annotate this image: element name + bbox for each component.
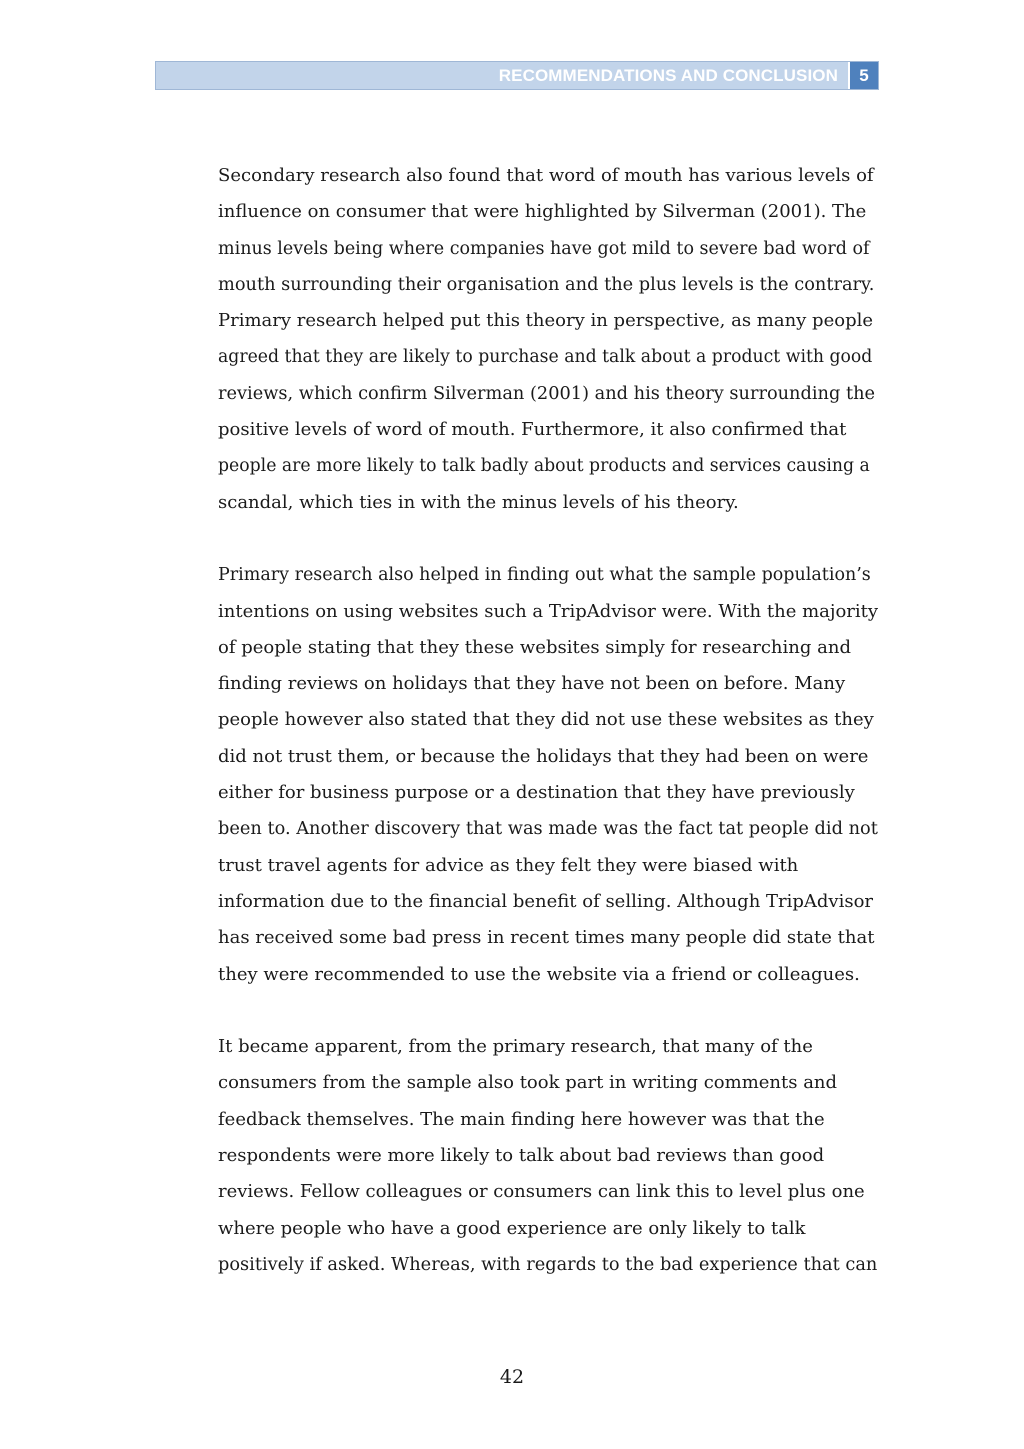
text-line: did not trust them, or because the holidays that they had been on were: [218, 745, 869, 767]
text-line: Primary research helped put this theory in perspective, as many people: [218, 310, 874, 332]
text-line: reviews. Fellow colleagues or consumers can link this to level plus one: [218, 1181, 865, 1203]
text-line: It became apparent, from the primary research, that many of the: [218, 1036, 813, 1058]
text-line: intentions on using websites such a TripAdvisor were. With the majority: [218, 600, 879, 622]
text-line: they were recommended to use the website via a friend or colleagues.: [218, 963, 860, 985]
paragraph-3: [218, 1029, 878, 1283]
text-line: information due to the financial benefit of selling. Although TripAdvisor: [218, 890, 874, 912]
text-line: positive levels of word of mouth. Furthermore, it also confirmed that: [218, 419, 847, 441]
paragraph-2: [218, 557, 878, 993]
text-line: Secondary research also found that word of mouth has various levels of: [218, 165, 874, 186]
page-number: 42: [499, 1366, 525, 1388]
text-line: consumers from the sample also took part in writing comments and: [218, 1072, 838, 1094]
text-line: minus levels being where companies have got mild to severe bad word of: [218, 238, 870, 259]
running-header-title: RECOMMENDATIONS AND CONCLUSION: [498, 65, 838, 85]
text-line: respondents were more likely to talk about bad reviews than good: [218, 1145, 825, 1167]
text-line: been to. Another discovery that was made was the fact tat people did not: [218, 819, 878, 840]
text-line: positively if asked. Whereas, with regards to the bad experience that can: [218, 1254, 878, 1275]
text-line: people however also stated that they did not use these websites as they: [218, 709, 874, 731]
text-line: has received some bad press in recent times many people did state that: [218, 927, 875, 949]
text-line: agreed that they are likely to purchase and talk about a product with good: [218, 347, 873, 368]
text-line: either for business purpose or a destination that they have previously: [218, 782, 855, 804]
text-line: mouth surrounding their organisation and the plus levels is the contrary.: [218, 274, 875, 295]
text-line: scandal, which ties in with the minus levels of his theory.: [218, 491, 739, 513]
text-line: influence on consumer that were highlighted by Silverman (2001). The: [218, 201, 867, 223]
text-line: Primary research also helped in finding out what the sample population’s: [218, 565, 871, 586]
running-header: [155, 61, 879, 90]
text-line: trust travel agents for advice as they felt they were biased with: [218, 854, 799, 876]
text-line: finding reviews on holidays that they have not been on before. Many: [218, 673, 846, 695]
text-line: where people who have a good experience are only likely to talk: [218, 1217, 806, 1239]
paragraph-1: [218, 158, 878, 521]
text-line: reviews, which confirm Silverman (2001) and his theory surrounding the: [218, 383, 876, 404]
chapter-number-badge: 5: [848, 62, 878, 89]
text-line: feedback themselves. The main finding here however was that the: [218, 1108, 825, 1130]
text-line: people are more likely to talk badly about products and services causing a: [218, 456, 870, 477]
body-text: [218, 158, 878, 1283]
text-line: of people stating that they these websites simply for researching and: [218, 636, 851, 658]
